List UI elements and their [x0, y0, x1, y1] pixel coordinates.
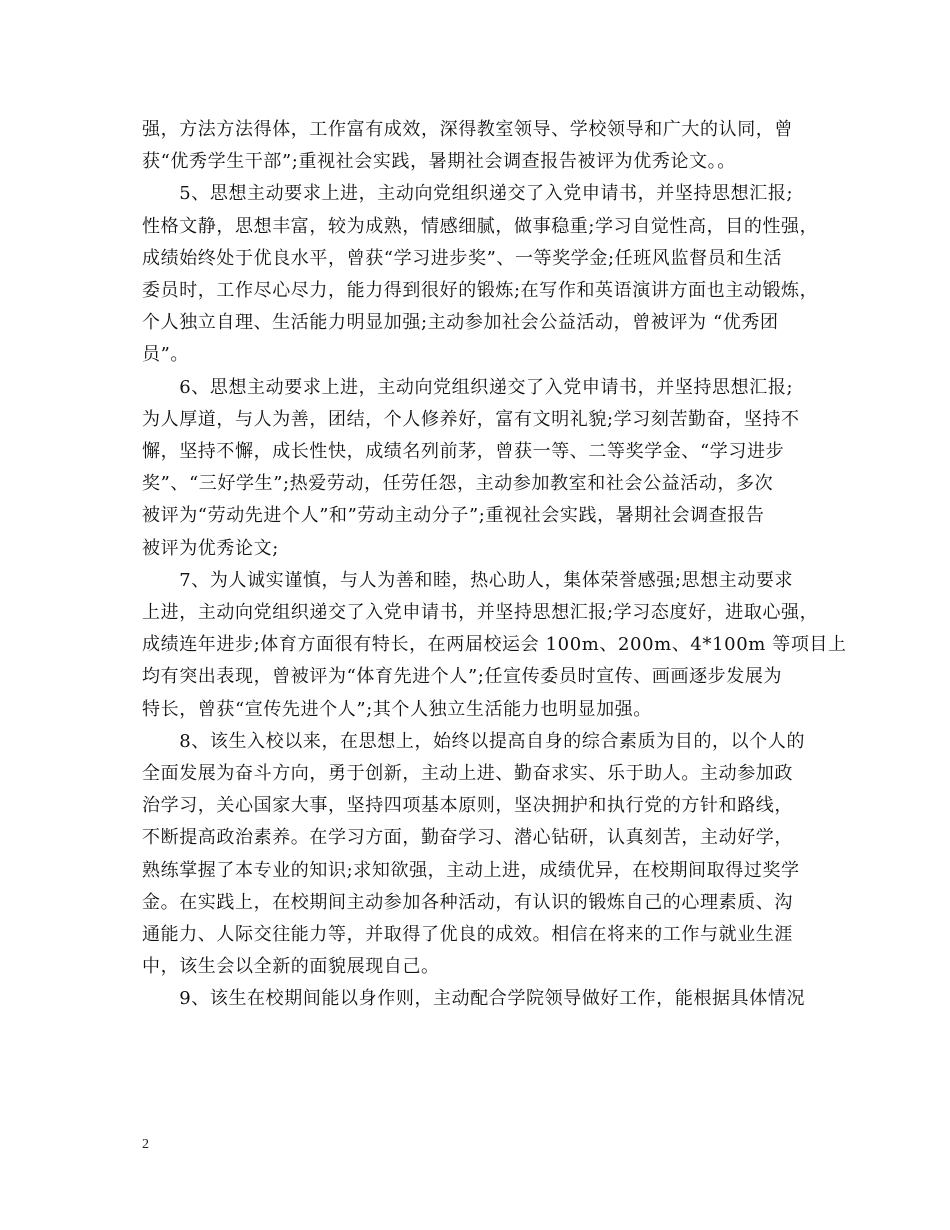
text-line: 委员时，工作尽心尽力，能力得到很好的锻炼;在写作和英语演讲方面也主动锻炼， [142, 280, 819, 302]
text-line: 个人独立自理、生活能力明显加强;主动参加社会公益活动，曾被评为 “优秀团 [142, 312, 779, 334]
text-line: 懈，坚持不懈，成长性快，成绩名列前茅，曾获一等、二等奖学金、“学习进步 [142, 441, 785, 463]
text-line: 上进，主动向党组织递交了入党申请书，并坚持思想汇报;学习态度好，进取心强， [142, 602, 819, 624]
text-line: 金。在实践上，在校期间主动参加各种活动，有认识的锻炼自己的心理素质、沟 [142, 891, 793, 913]
text-line: 8、该生入校以来，在思想上，始终以提高自身的综合素质为目的，以个人的 [142, 730, 806, 752]
paragraph-item-9 [142, 983, 812, 1015]
text-line: 被评为“劳动先进个人”和”劳动主动分子”;重视社会实践，暑期社会调查报告 [142, 505, 765, 527]
text-line: 强，方法方法得体，工作富有成效，深得教室领导、学校领导和广大的认同，曾 [142, 119, 793, 140]
text-line: 9、该生在校期间能以身作则，主动配合学院领导做好工作，能根据具体情况 [142, 988, 806, 1010]
text-line: 获“优秀学生干部”;重视社会实践，暑期社会调查报告被评为优秀论文。。 [142, 151, 736, 173]
page-number: 2 [142, 1137, 149, 1152]
text-line: 不断提高政治素养。在学习方面，勤奋学习、潜心钻研，认真刻苦，主动好学， [142, 827, 793, 849]
paragraph-item-8 [142, 726, 812, 984]
text-line: 7、为人诚实谨慎，与人为善和睦，热心助人，集体荣誉感强;思想主动要求 [142, 569, 794, 591]
text-line: 特长，曾获“宣传先进个人”;其个人独立生活能力也明显加强。 [142, 698, 652, 720]
text-line: 治学习，关心国家大事，坚持四项基本原则，坚决拥护和执行党的方针和路线， [142, 795, 793, 817]
text-line: 成绩连年进步;体育方面很有特长，在两届校运会 100m、200m、4*100m 等项目上 [142, 634, 847, 656]
text-line: 成绩始终处于优良水平，曾获“学习进步奖”、一等奖学金;任班风监督员和生活 [142, 247, 783, 269]
text-line: 通能力、人际交往能力等，并取得了优良的成效。相信在将来的工作与就业生涯 [142, 924, 793, 946]
text-line: 被评为优秀论文; [142, 537, 279, 559]
text-line: 5、思想主动要求上进，主动向党组织递交了入党申请书，并坚持思想汇报; [142, 183, 794, 205]
text-line: 熟练掌握了本专业的知识;求知欲强，主动上进，成绩优异，在校期间取得过奖学 [142, 859, 800, 881]
text-line: 奖”、“三好学生”;热爱劳动，任劳任怨，主动参加教室和社会公益活动，多次 [142, 473, 774, 495]
text-line: 6、思想主动要求上进，主动向党组织递交了入党申请书，并坚持思想汇报; [142, 376, 794, 398]
text-line: 为人厚道，与人为善，团结，个人修养好，富有文明礼貌;学习刻苦勤奋，坚持不 [142, 408, 800, 430]
document-body [142, 114, 847, 1016]
text-line: 中，该生会以全新的面貌展现自己。 [142, 956, 440, 978]
text-line: 均有突出表现，曾被评为“体育先进个人”;任宣传委员时宣传、画画逐步发展为 [142, 666, 783, 688]
paragraph-item-6 [142, 372, 812, 565]
text-line: 性格文静，思想丰富，较为成熟，情感细腻，做事稳重;学习自觉性高，目的性强， [142, 215, 819, 237]
paragraph-item-5 [142, 178, 819, 371]
paragraph-item-7 [142, 565, 847, 726]
text-line: 全面发展为奋斗方向，勇于创新，主动上进、勤奋求实、乐于助人。主动参加政 [142, 763, 793, 785]
text-line: 员”。 [142, 344, 190, 366]
paragraph-continuation [142, 114, 812, 178]
